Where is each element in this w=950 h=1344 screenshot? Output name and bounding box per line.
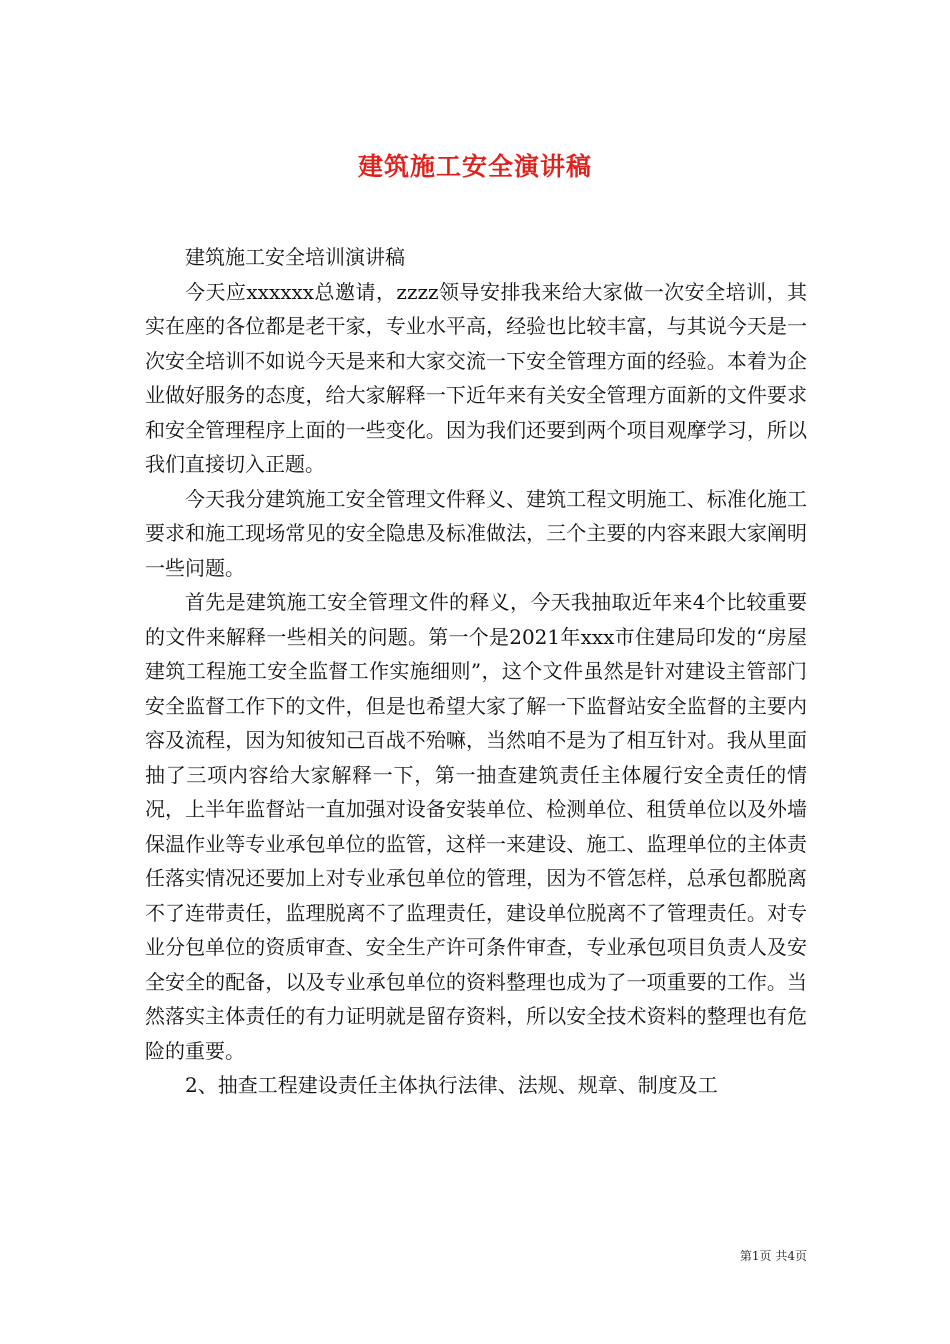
paragraph-intro: 今天应xxxxxx总邀请，zzzz领导安排我来给大家做一次安全培训，其实在座的各位都是老干家，专业水平高，经验也比较丰富，与其说今天是一次安全培训不如说今天是来和大家交流一下安全管理方面的经验。本着为企业做好服务的态度，给大家解释一下近年来有关安全管理方面新的文件要求和安全管理程序上面的一些变化。因为我们还要到两个项目观摩学习，所以我们直接切入正题。 (145, 279, 807, 476)
page-number: 第1页 共4页 (739, 1249, 807, 1263)
paragraph-outline: 今天我分建筑施工安全管理文件释义、建筑工程文明施工、标准化施工要求和施工现场常见的安全隐患及标准做法，三个主要的内容来跟大家阐明一些问题。 (145, 486, 807, 580)
paragraph-subtitle: 建筑施工安全培训演讲稿 (185, 245, 405, 269)
paragraph-item-2: 2、抽查工程建设责任主体执行法律、法规、规章、制度及工 (185, 1073, 718, 1097)
paragraph-documents: 首先是建筑施工安全管理文件的释义，今天我抽取近年来4个比较重要的文件来解释一些相关的问题。第一个是2021年xxx市住建局印发的“房屋建筑工程施工安全监督工作实施细则”，这个文件虽然是针对建设主管部门安全监督工作下的文件，但是也希望大家了解一下监督站安全监督的主要内容及流程，因为知彼知己百战不殆嘛，当然咱不是为了相互针对。我从里面抽了三项内容给大家解释一下，第一抽查建筑责任主体履行安全责任的情况，上半年监督站一直加强对设备安装单位、检测单位、租赁单位以及外墙保温作业等专业承包单位的监管，这样一来建设、施工、监理单位的主体责任落实情况还要加上对专业承包单位的管理，因为不管怎样，总承包都脱离不了连带责任，监理脱离不了监理责任，建设单位脱离不了管理责任。对专业分包单位的资质审查、安全生产许可条件审查，专业承包项目负责人及安全安全的配备，以及专业承包单位的资料整理也成为了一项重要的工作。当然落实主体责任的有力证明就是留存资料，所以安全技术资料的整理也有危险的重要。 (145, 590, 807, 1063)
document-title: 建筑施工安全演讲稿 (357, 151, 592, 181)
document-body (145, 240, 807, 1103)
